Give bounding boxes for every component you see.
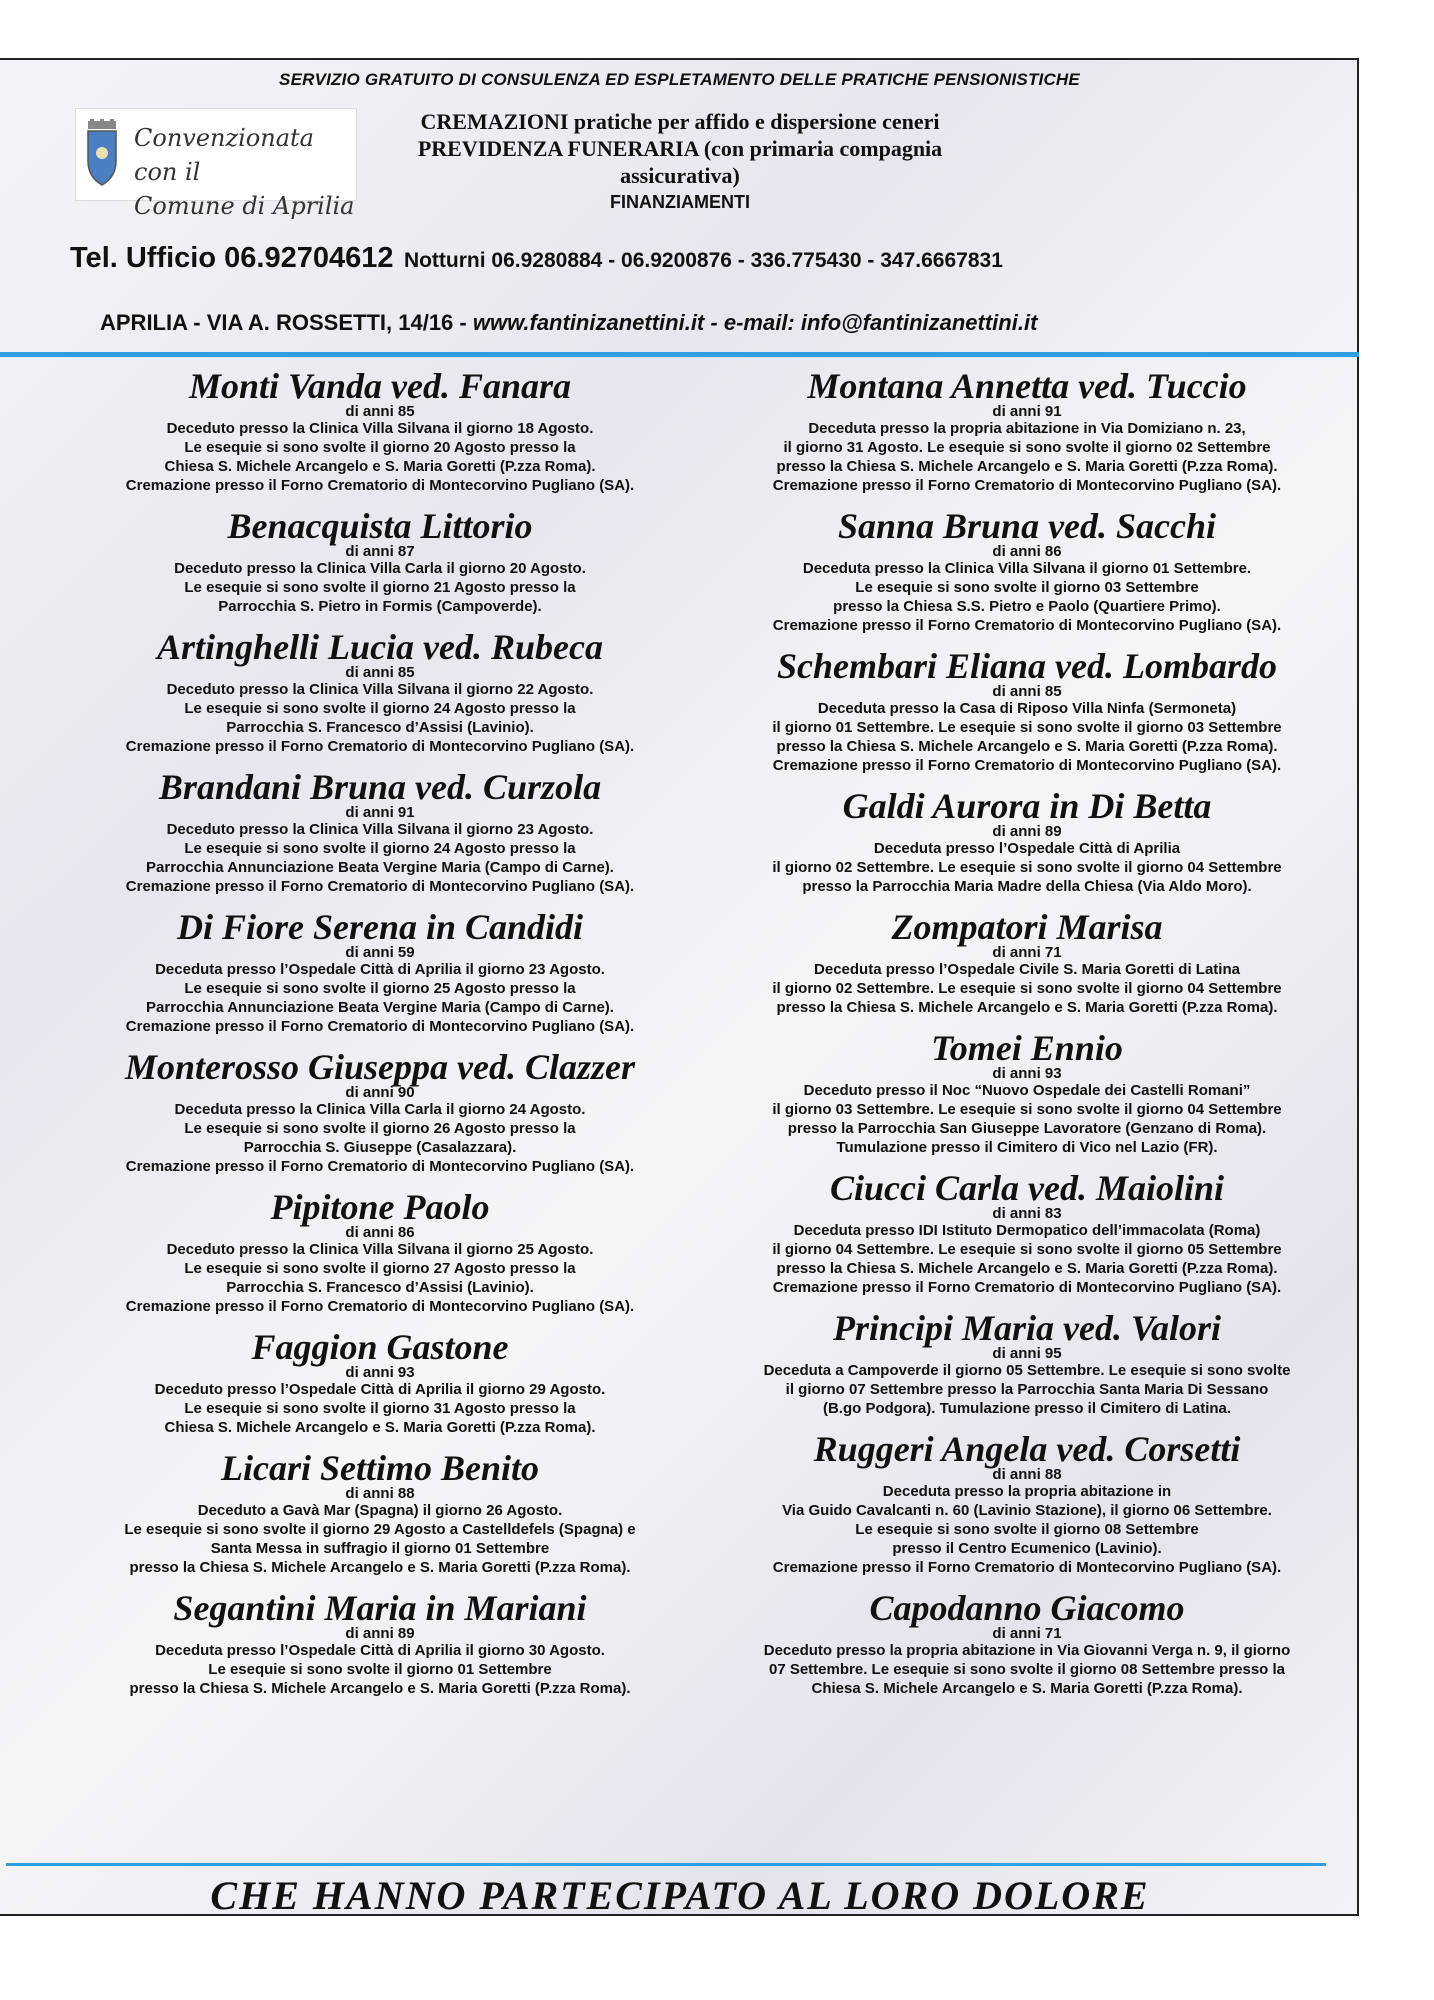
deceased-name: Segantini Maria in Mariani: [173, 1588, 587, 1628]
deceased-age: di anni 71: [992, 944, 1062, 961]
funeral-details: Deceduto presso la Clinica Villa Silvana il giorno 25 Agosto. Le esequie si sono svolte il giorno 27 Agosto presso la Parrocchia S. Francesco d’Assisi (Lavinio). Cremazione presso il Forno Crematorio di Montecorvino Pugliano (SA).: [125, 1241, 635, 1315]
deceased-name: Faggion Gastone: [251, 1327, 509, 1367]
obituary-entry: [717, 508, 1337, 635]
deceased-age: di anni 89: [992, 823, 1062, 840]
address-line: [100, 310, 1037, 336]
deceased-age: di anni 88: [992, 1466, 1062, 1483]
funeral-details: Deceduta presso l’Ospedale Civile S. Maria Goretti di Latina il giorno 02 Settembre. Le esequie si sono svolte il giorno 04 Settembre presso la Chiesa S. Michele Arcangelo e S. Maria Goretti (P.zza Roma).: [772, 961, 1282, 1016]
obituary-entry: [717, 1170, 1337, 1297]
deceased-name: Tomei Ennio: [931, 1028, 1123, 1068]
deceased-name: Artinghelli Lucia ved. Rubeca: [157, 627, 603, 667]
deceased-age: di anni 85: [992, 683, 1062, 700]
deceased-name: Principi Maria ved. Valori: [832, 1308, 1222, 1348]
deceased-age: di anni 95: [992, 1345, 1062, 1362]
deceased-age: di anni 93: [992, 1065, 1062, 1082]
funeral-details: Deceduta presso la propria abitazione in Via Domiziano n. 23, il giorno 31 Agosto. Le esequie si sono svolte il giorno 02 Settembre presso la Chiesa S. Michele Arcangelo e S. Maria Goretti (P.zza Roma). Cremazione presso il Forno Crematorio di Montecorvino Pugliano (SA).: [772, 420, 1282, 494]
municipality-logo: [75, 108, 357, 220]
deceased-age: di anni 85: [345, 403, 415, 420]
obituary-entry: [717, 909, 1337, 1017]
obituary-entry: [70, 1590, 690, 1698]
logo-text-line-2: Comune di Aprilia: [134, 192, 355, 220]
night-phones[interactable]: Notturni 06.9280884 - 06.9200876 - 336.775430 - 347.6667831: [403, 249, 1003, 272]
deceased-name: Monti Vanda ved. Fanara: [188, 366, 572, 406]
funeral-details: Deceduto presso la propria abitazione in Via Giovanni Verga n. 9, il giorno 07 Settembre. Le esequie si sono svolte il giorno 08 Settembre presso la Chiesa S. Michele Arcangelo e S. Maria Goretti (P.zza Roma).: [763, 1642, 1291, 1697]
obituary-entry: [70, 629, 690, 756]
funeral-details: Deceduta presso la Clinica Villa Carla il giorno 24 Agosto. Le esequie si sono svolte il giorno 26 Agosto presso la Parrocchia S. Giuseppe (Casalazzara). Cremazione presso il Forno Crematorio di Montecorvino Pugliano (SA).: [125, 1101, 635, 1175]
deceased-age: di anni 91: [992, 403, 1062, 420]
funeral-details: Deceduta presso l’Ospedale Città di Aprilia il giorno 30 Agosto. Le esequie si sono svolte il giorno 01 Settembre presso la Chiesa S. Michele Arcangelo e S. Maria Goretti (P.zza Roma).: [129, 1642, 631, 1697]
deceased-age: di anni 90: [345, 1084, 415, 1101]
deceased-age: di anni 86: [345, 1224, 415, 1241]
deceased-age: di anni 91: [345, 804, 415, 821]
deceased-name: Galdi Aurora in Di Betta: [842, 786, 1212, 826]
deceased-name: Brandani Bruna ved. Curzola: [158, 767, 602, 807]
funeral-details: Deceduta presso la Casa di Riposo Villa Ninfa (Sermoneta) il giorno 01 Settembre. Le esequie si sono svolte il giorno 03 Settembre presso la Chiesa S. Michele Arcangelo e S. Maria Goretti (P.zza Roma). Cremazione presso il Forno Crematorio di Montecorvino Pugliano (SA).: [772, 700, 1282, 774]
services-list: [370, 108, 990, 216]
obituary-entry: [717, 1310, 1337, 1418]
service-banner: SERVIZIO GRATUITO DI CONSULENZA ED ESPLETAMENTO DELLE PRATICHE PENSIONISTICHE: [279, 70, 1080, 89]
deceased-name: Montana Annetta ved. Tuccio: [807, 366, 1247, 406]
deceased-age: di anni 86: [992, 543, 1062, 560]
deceased-age: di anni 93: [345, 1364, 415, 1381]
funeral-details: Deceduto presso la Clinica Villa Silvana il giorno 18 Agosto. Le esequie si sono svolte il giorno 20 Agosto presso la Chiesa S. Michele Arcangelo e S. Maria Goretti (P.zza Roma). Cremazione presso il Forno Crematorio di Montecorvino Pugliano (SA).: [125, 420, 635, 494]
funeral-details: Deceduta presso l’Ospedale Città di Aprilia il giorno 02 Settembre. Le esequie si sono svolte il giorno 04 Settembre presso la Parrocchia Maria Madre della Chiesa (Via Aldo Moro).: [772, 840, 1282, 895]
deceased-name: Sanna Bruna ved. Sacchi: [837, 506, 1217, 546]
obituary-entry: [70, 1329, 690, 1437]
deceased-age: di anni 59: [345, 944, 415, 961]
obituary-entry: [70, 1049, 690, 1176]
deceased-name: Zompatori Marisa: [891, 907, 1163, 947]
footer-divider: [6, 1863, 1326, 1866]
deceased-name: Di Fiore Serena in Candidi: [176, 907, 584, 947]
logo-text-line-1: Convenzionata con il: [134, 124, 314, 186]
header-divider: [0, 352, 1359, 357]
obituary-entry: [70, 508, 690, 616]
funeral-details: Deceduta a Campoverde il giorno 05 Settembre. Le esequie si sono svolte il giorno 07 Settembre presso la Parrocchia Santa Maria Di Sessano (B.go Podgora). Tumulazione presso il Cimitero di Latina.: [763, 1362, 1291, 1417]
deceased-age: di anni 89: [345, 1625, 415, 1642]
obituary-entry: [70, 1189, 690, 1316]
funeral-details: Deceduto presso la Clinica Villa Silvana il giorno 23 Agosto. Le esequie si sono svolte il giorno 24 Agosto presso la Parrocchia Annunciazione Beata Vergine Maria (Campo di Carne). Cremazione presso il Forno Crematorio di Montecorvino Pugliano (SA).: [125, 821, 635, 895]
obituaries-left-column: [70, 368, 690, 1698]
obituaries-right-column: [717, 368, 1337, 1698]
deceased-name: Ruggeri Angela ved. Corsetti: [813, 1429, 1241, 1469]
obituary-entry: [717, 1030, 1337, 1157]
obituary-entry: [717, 368, 1337, 495]
deceased-name: Licari Settimo Benito: [220, 1448, 539, 1488]
obituary-entry: [717, 1590, 1337, 1698]
funeral-details: Deceduto presso l’Ospedale Città di Aprilia il giorno 29 Agosto. Le esequie si sono svolte il giorno 31 Agosto presso la Chiesa S. Michele Arcangelo e S. Maria Goretti (P.zza Roma).: [154, 1381, 606, 1436]
office-phone[interactable]: Tel. Ufficio 06.92704612: [70, 242, 394, 274]
funeral-details: Deceduta presso la Clinica Villa Silvana il giorno 01 Settembre. Le esequie si sono svolte il giorno 03 Settembre presso la Chiesa S.S. Pietro e Paolo (Quartiere Primo). Cremazione presso il Forno Crematorio di Montecorvino Pugliano (SA).: [772, 560, 1282, 634]
deceased-name: Benacquista Littorio: [227, 506, 533, 546]
coat-of-arms-icon: [84, 119, 120, 189]
funeral-details: Deceduta presso l’Ospedale Città di Aprilia il giorno 23 Agosto. Le esequie si sono svolte il giorno 25 Agosto presso la Parrocchia Annunciazione Beata Vergine Maria (Campo di Carne). Cremazione presso il Forno Crematorio di Montecorvino Pugliano (SA).: [125, 961, 635, 1035]
deceased-age: di anni 88: [345, 1485, 415, 1502]
deceased-age: di anni 71: [992, 1625, 1062, 1642]
closing-message: CHE HANNO PARTECIPATO AL LORO DOLORE: [210, 1873, 1150, 1918]
obituary-entry: [70, 1450, 690, 1577]
funeral-details: Deceduto a Gavà Mar (Spagna) il giorno 26 Agosto. Le esequie si sono svolte il giorno 29 Agosto a Castelldefels (Spagna) e Santa Messa in suffragio il giorno 01 Settembre presso la Chiesa S. Michele Arcangelo e S. Maria Goretti (P.zza Roma).: [124, 1502, 636, 1576]
contact-phones: [70, 242, 1003, 275]
website-link[interactable]: www.fantinizanettini.it: [472, 310, 705, 335]
service-funeral-insurance: PREVIDENZA FUNERARIA (con primaria compagnia assicurativa): [417, 136, 943, 188]
funeral-details: Deceduto presso la Clinica Villa Carla il giorno 20 Agosto. Le esequie si sono svolte il giorno 21 Agosto presso la Parrocchia S. Pietro in Formis (Campoverde).: [174, 560, 586, 615]
funeral-details: Deceduto presso la Clinica Villa Silvana il giorno 22 Agosto. Le esequie si sono svolte il giorno 24 Agosto presso la Parrocchia S. Francesco d’Assisi (Lavinio). Cremazione presso il Forno Crematorio di Montecorvino Pugliano (SA).: [125, 681, 635, 755]
deceased-name: Pipitone Paolo: [270, 1187, 490, 1227]
obituary-entry: [717, 1431, 1337, 1577]
street-address: APRILIA - VIA A. ROSSETTI, 14/16 -: [100, 310, 467, 335]
funeral-details: Deceduto presso il Noc “Nuovo Ospedale dei Castelli Romani” il giorno 03 Settembre. Le esequie si sono svolte il giorno 04 Settembre presso la Parrocchia San Giuseppe Lavoratore (Genzano di Roma). Tumulazione presso il Cimitero di Vico nel Lazio (FR).: [772, 1082, 1282, 1156]
deceased-age: di anni 87: [345, 543, 415, 560]
deceased-name: Monterosso Giuseppa ved. Clazzer: [124, 1047, 636, 1087]
obituary-entry: [717, 648, 1337, 775]
deceased-name: Capodanno Giacomo: [869, 1588, 1185, 1628]
address-separator: -: [710, 310, 724, 335]
obituary-entry: [70, 368, 690, 495]
obituary-entry: [70, 769, 690, 896]
deceased-name: Ciucci Carla ved. Maiolini: [829, 1168, 1224, 1208]
deceased-age: di anni 85: [345, 664, 415, 681]
deceased-age: di anni 83: [992, 1205, 1062, 1222]
service-cremation: CREMAZIONI pratiche per affido e dispersione ceneri: [420, 109, 940, 134]
obituary-entry: [717, 788, 1337, 896]
funeral-details: Deceduta presso la propria abitazione in Via Guido Cavalcanti n. 60 (Lavinio Stazione), il giorno 06 Settembre. Le esequie si sono svolte il giorno 08 Settembre presso il Centro Ecumenico (Lavinio). Cremazione presso il Forno Crematorio di Montecorvino Pugliano (SA).: [772, 1483, 1282, 1576]
deceased-name: Schembari Eliana ved. Lombardo: [776, 646, 1277, 686]
funeral-details: Deceduta presso IDI Istituto Dermopatico dell’immacolata (Roma) il giorno 04 Settembre. Le esequie si sono svolte il giorno 05 Settembre presso la Chiesa S. Michele Arcangelo e S. Maria Goretti (P.zza Roma). Cremazione presso il Forno Crematorio di Montecorvino Pugliano (SA).: [772, 1222, 1282, 1296]
service-financing: FINANZIAMENTI: [610, 192, 750, 212]
obituary-entry: [70, 909, 690, 1036]
email-link[interactable]: e-mail: info@fantinizanettini.it: [723, 310, 1038, 335]
